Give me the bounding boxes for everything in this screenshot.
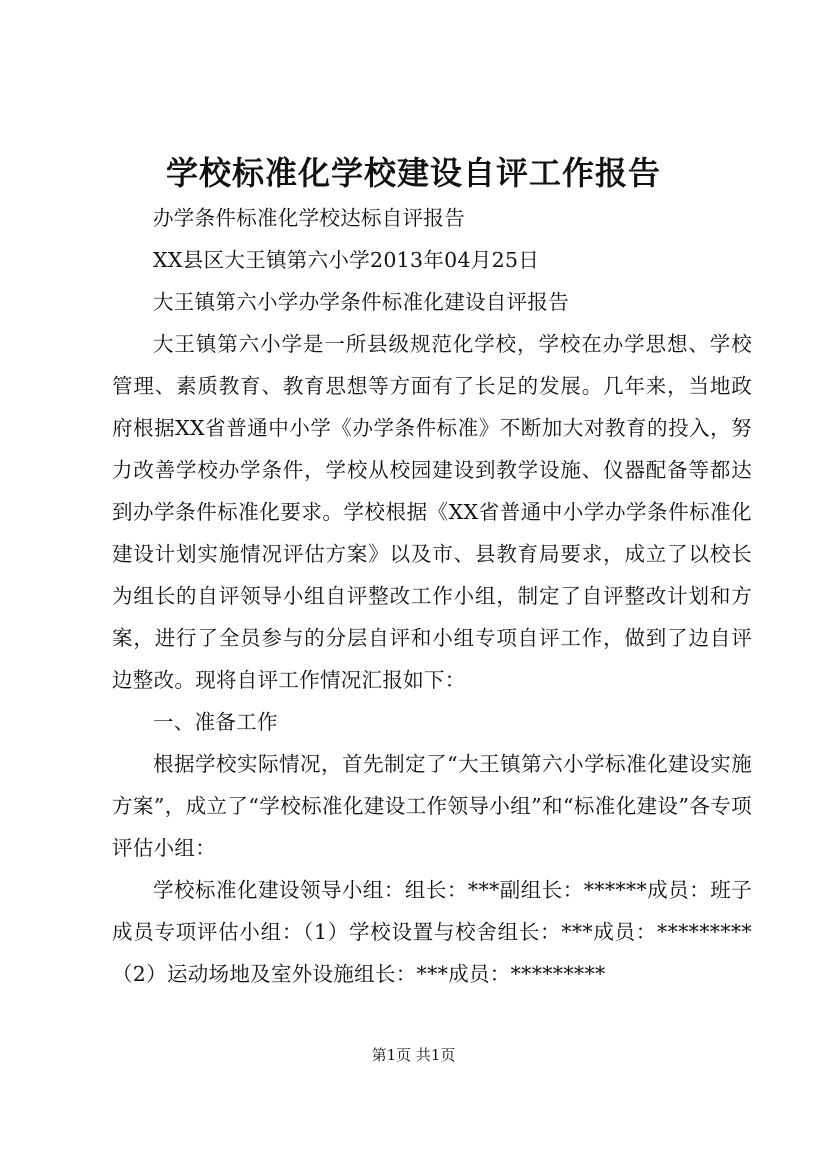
paragraph-school-date: XX县区大王镇第六小学2013年04月25日 <box>153 248 540 272</box>
page-number-footer: 第1页 共1页 <box>371 1046 456 1064</box>
paragraph-introduction: 大王镇第六小学是一所县级规范化学校，学校在办学思想、学校管理、素质教育、教育思想等方面有了长足的发展。几年来，当地政府根据XX省普通中小学《办学条件标准》不断加大对教育的投入，努力改善学校办学条件，学校从校园建设到教学设施、仪器配备等都达到办学条件标准化要求。学校根据《XX省普通中小学办学条件标准化建设计划实施情况评估方案》以及市、县教育局要求，成立了以校长为组长的自评领导小组自评整改工作小组，制定了自评整改计划和方案，进行了全员参与的分层自评和小组专项自评工作，做到了边自评边整改。现将自评工作情况汇报如下： <box>112 332 752 692</box>
paragraph-preparation: 根据学校实际情况，首先制定了“大王镇第六小学标准化建设实施方案”，成立了“学校标准化建设工作领导小组”和“标准化建设”各专项评估小组： <box>112 752 752 860</box>
paragraph-report-title: 大王镇第六小学办学条件标准化建设自评报告 <box>153 290 569 314</box>
section-heading-preparation: 一、准备工作 <box>153 710 278 734</box>
paragraph-leadership-group: 学校标准化建设领导小组：组长：***副组长：******成员：班子成员专项评估小组：（1）学校设置与校舍组长：***成员：*********（2）运动场地及室外设施组长：***成员：********* <box>112 878 752 986</box>
document-title: 学校标准化学校建设自评工作报告 <box>165 154 661 192</box>
document-body <box>112 197 752 995</box>
paragraph-subtitle: 办学条件标准化学校达标自评报告 <box>153 206 465 230</box>
